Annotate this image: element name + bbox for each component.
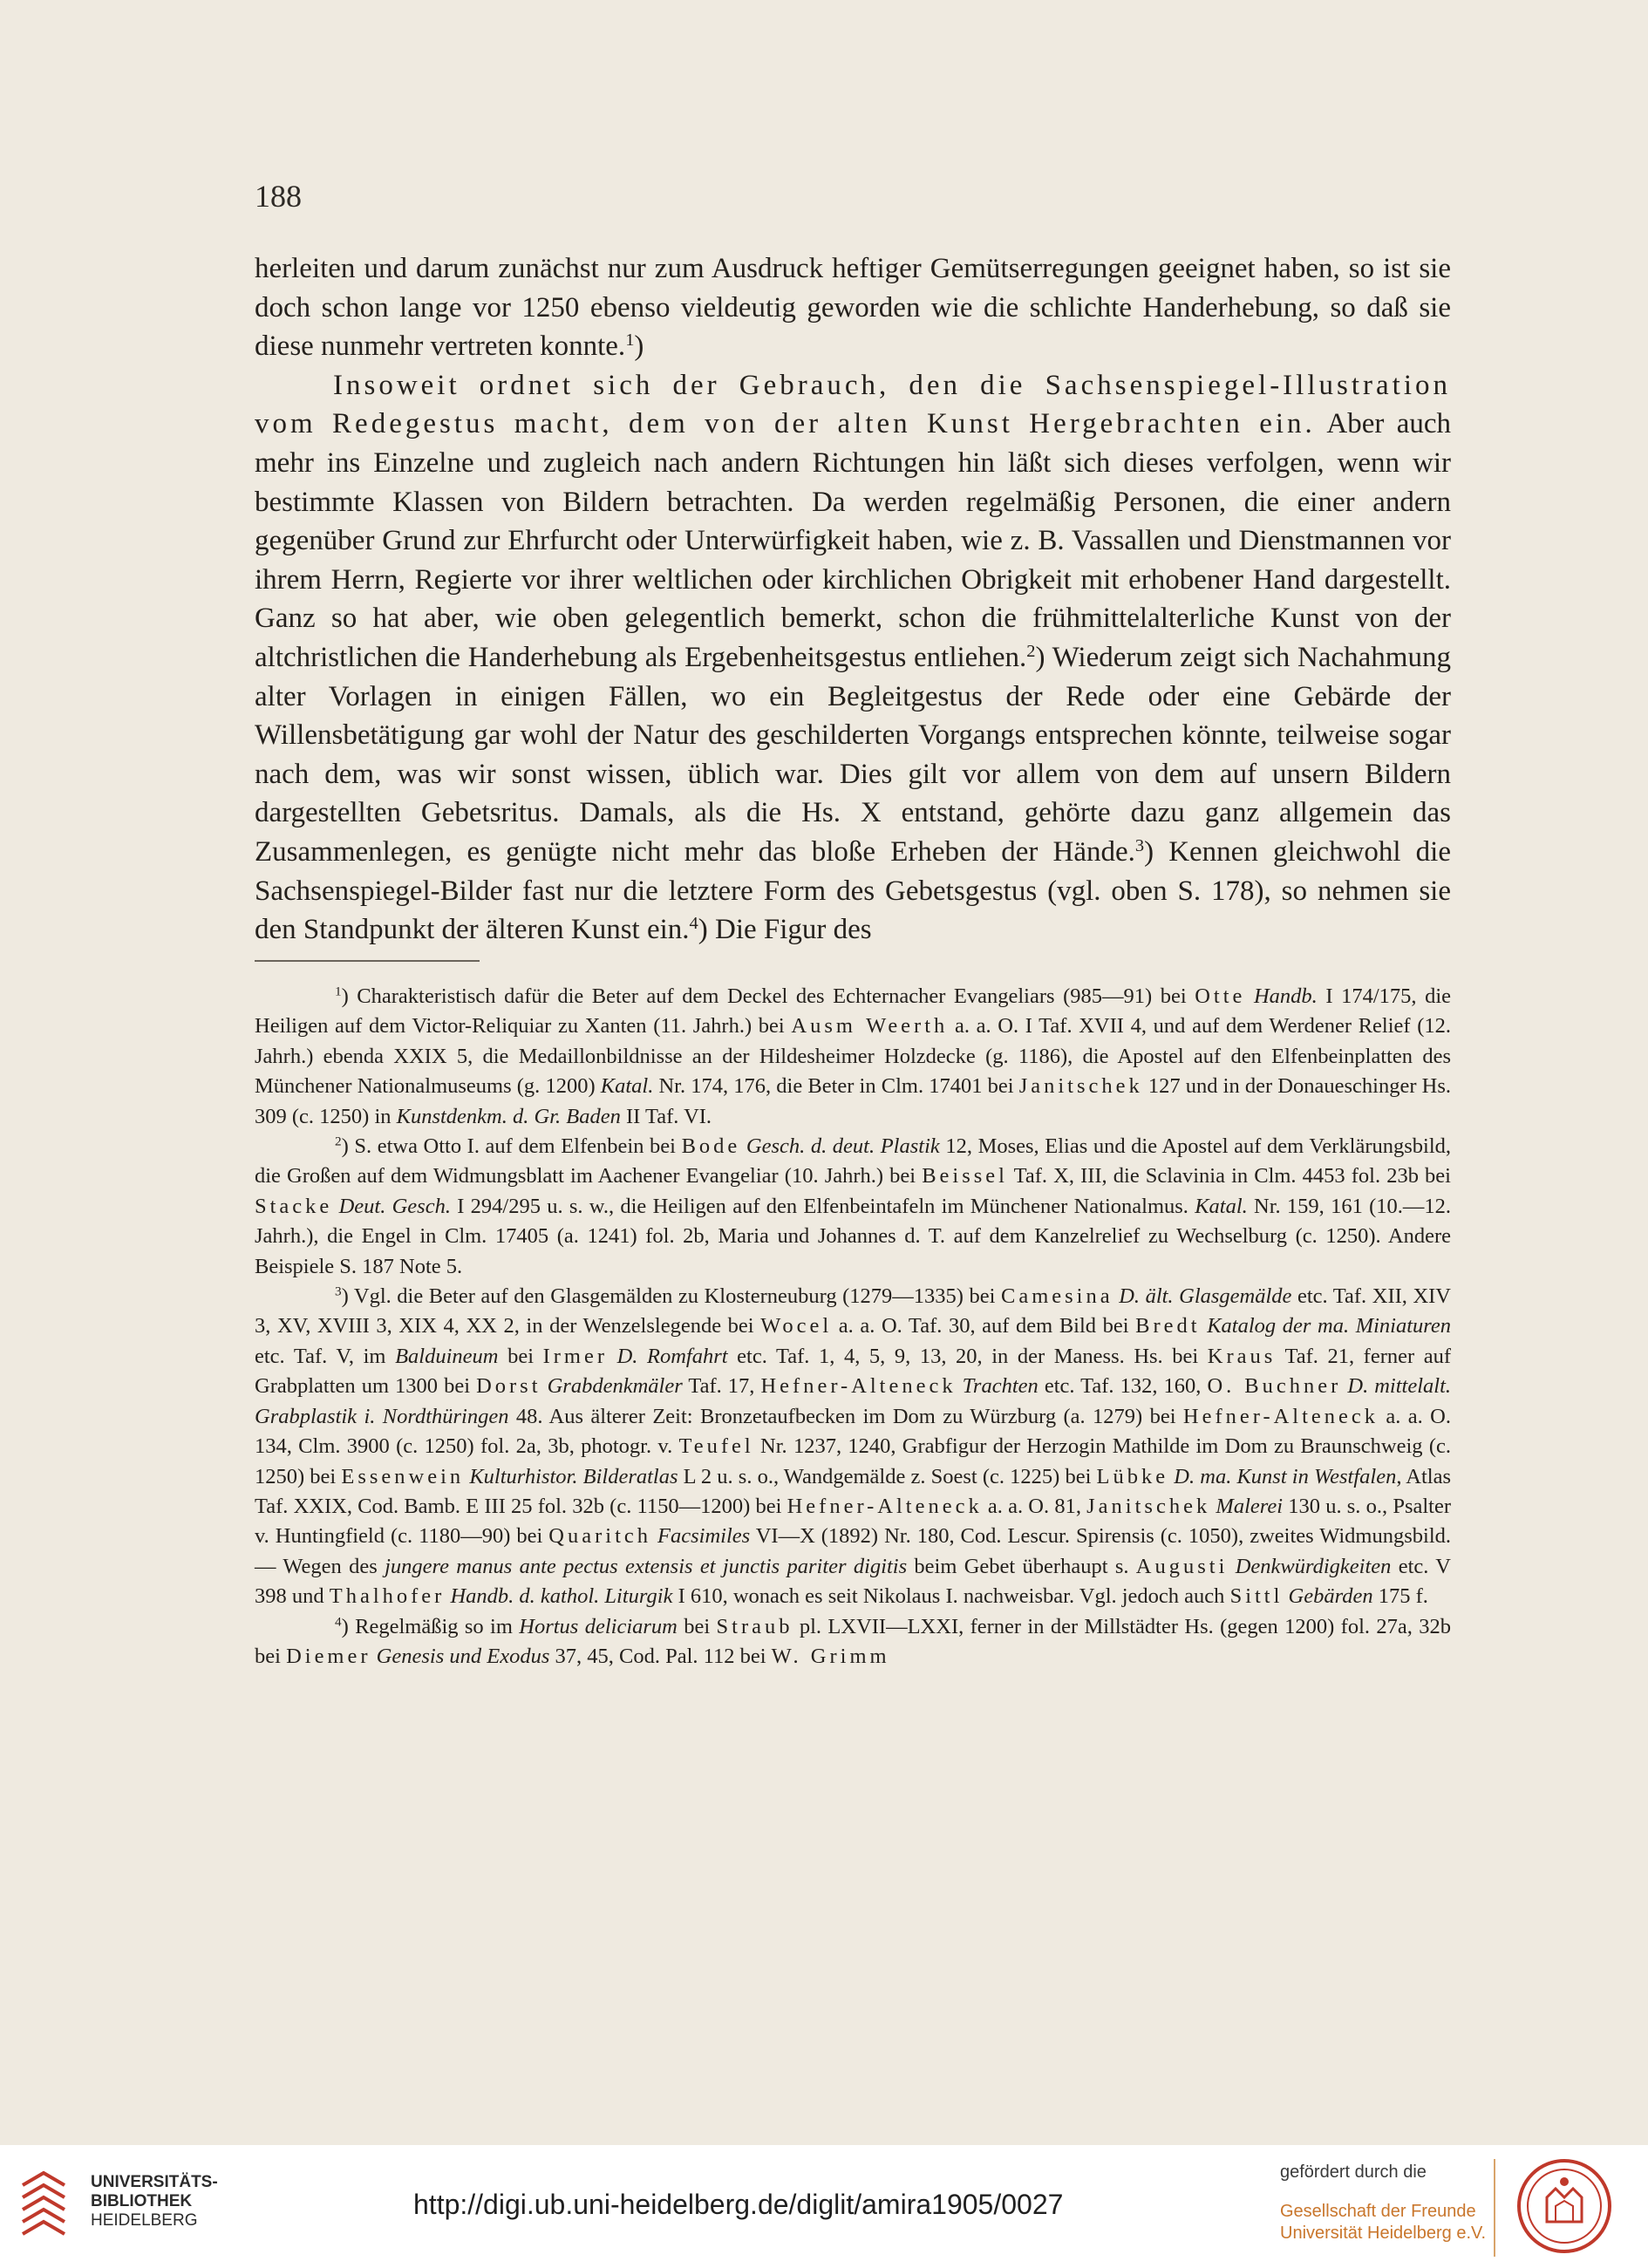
page-number: 188 bbox=[255, 179, 302, 214]
footnote-ref: 2 bbox=[1026, 641, 1036, 661]
footnote-ref: 3 bbox=[1134, 835, 1145, 855]
spaced-text: Insoweit ordnet sich der Gebrauch, den die Sachsenspiegel-Illustration vom Redegestus macht, dem von der alten Kunst Hergebrachten ein. bbox=[255, 369, 1451, 440]
footnote-4: $^4$) Regelmäßig so im Hortus deliciarum bei Straub pl. LXVII—LXXI, ferner in der Millstädter Hs. (gegen 1200) fol. 27a, 32b bei Diemer Genesis und Exodus 37, 45, Cod. Pal. 112 bei W. Grimm bbox=[255, 1614, 1451, 1668]
main-text bbox=[255, 249, 1451, 950]
footnote-1: $^1$) Charakteristisch dafür die Beter auf dem Deckel des Echternacher Evangeliars (985—91) bei Otte Handb. I 174/175, die Heiligen auf dem Victor-Reliquiar zu Xanten (11. Jahrh.) bei Ausm Weerth a. a. O. I Taf. XVII 4, und auf dem Werdener Relief (12. Jahrh.) ebenda XXIX 5, die Medaillonbildnisse an der Hildesheimer Holzdecke (g. 1186), die Apostel auf den Elfenbeinplatten des Münchener Nationalmuseums (g. 1200) Katal. Nr. 174, 176, die Beter in Clm. 17401 bei Janitschek 127 und in der Donaueschinger Hs. 309 (c. 1250) in Kunstdenkm. d. Gr. Baden II Taf. VI. bbox=[255, 984, 1452, 1128]
sponsor-label: gefördert durch die bbox=[1280, 2162, 1427, 2182]
permalink-url[interactable]: http://digi.ub.uni-heidelberg.de/diglit/amira1905/0027 bbox=[413, 2189, 1064, 2220]
university-seal-icon bbox=[1515, 2157, 1613, 2255]
paragraph: Insoweit ordnet sich der Gebrauch, den die Sachsenspiegel-Illustration vom Redegestus macht, dem von der alten Kunst Hergebrachten ein. Aber auch mehr ins Einzelne und zugleich nach andern Richtungen hin läßt sich dieses verfolgen, wenn wir bestimmte Klassen von Bildern betrachten. Da werden regelmäßig Personen, die einer andern gegenüber Grund zur Ehrfurcht oder Unterwürfigkeit haben, wie z. B. Vassallen und Dienstmannen vor ihrem Herrn, Regierte vor ihrer weltlichen oder kirchlichen Obrigkeit mit erhobener Hand dargestellt. Ganz so hat aber, wie oben gelegentlich bemerkt, schon die frühmittelalterliche Kunst von der altchristlichen die Handerhebung als Ergebenheitsgestus entliehen.$^2$) Wiederum zeigt sich Nachahmung alter Vorlagen in einigen Fällen, wo ein Begleitgestus der Rede oder eine Gebärde der Willensbetätigung gar wohl der Natur des geschilderten Vorgangs entsprechen könnte, teilweise sogar nach dem, was wir sonst wissen, üblich war. Dies gilt vor allem von dem auf unsern Bildern dargestellten Gebetsritus. Damals, als die Hs. X entstand, gehörte dazu ganz allgemein das Zusammenlegen, es genügte nicht mehr das bloße Erheben der Hände.$^3$) Kennen gleichwohl die Sachsenspiegel-Bilder fast nur die letztere Form des Gebetsgestus (vgl. oben S. 178), so nehmen sie den Standpunkt der älteren Kunst ein.$^4$) Die Figur des bbox=[255, 369, 1451, 946]
footer-divider bbox=[1494, 2159, 1495, 2257]
footnotes bbox=[255, 982, 1451, 1672]
footnote-ref: 4 bbox=[689, 913, 698, 933]
footnote-divider bbox=[255, 960, 480, 962]
viewer-footer bbox=[0, 2145, 1648, 2268]
paragraph: herleiten und darum zunächst nur zum Ausdruck heftiger Gemütserregungen geeignet haben, so ist sie doch schon lange vor 1250 ebenso vieldeutig geworden wie die schlichte Handerhebung, so daß sie diese nunmehr vertreten konnte.$^1$) bbox=[255, 253, 1451, 363]
sponsor-name[interactable]: Gesellschaft der Freunde Universität Heidelberg e.V. bbox=[1280, 2202, 1487, 2243]
footnote-2: $^2$) S. etwa Otto I. auf dem Elfenbein bei Bode Gesch. d. deut. Plastik 12, Moses, Elias und die Apostel auf dem Verklärungsbild, die Großen auf dem Widmungsblatt im Aachener Evangeliar (10. Jahrh.) bei Beissel Taf. X, III, die Sclavinia in Clm. 4453 fol. 23b bei Stacke Deut. Gesch. I 294/295 u. s. w., die Heiligen auf den Elfenbeintafeln im Münchener Nationalmus. Katal. Nr. 159, 161 (10.—12. Jahrh.), die Engel in Clm. 17405 (a. 1241) fol. 2b, Maria und Johannes d. T. auf dem Kanzelrelief zu Wechselburg (c. 1250). Andere Beispiele S. 187 Note 5. bbox=[255, 1134, 1451, 1278]
footnote-3: $^3$) Vgl. die Beter auf den Glasgemälden zu Klosterneuburg (1279—1335) bei Camesina D. ält. Glasgemälde etc. Taf. XII, XIV 3, XV, XVIII 3, XIX 4, XX 2, in der Wenzelslegende bei Wocel a. a. O. Taf. 30, auf dem Bild bei Bredt Katalog der ma. Miniaturen etc. Taf. V, im Balduineum bei Irmer D. Romfahrt etc. Taf. 1, 4, 5, 9, 13, 20, in der Maness. Hs. bei Kraus Taf. 21, ferner auf Grabplatten um 1300 bei Dorst Grabdenkmäler Taf. 17, Hefner-Alteneck Trachten etc. Taf. 132, 160, O. Buchner D. mittelalt. Grabplastik i. Nordthüringen 48. Aus älterer Zeit: Bronzetaufbecken im Dom zu Würzburg (a. 1279) bei Hefner-Alteneck a. a. O. 134, Clm. 3900 (c. 1250) fol. 2a, 3b, photogr. v. Teufel Nr. 1237, 1240, Grabfigur der Herzogin Mathilde im Dom zu Braunschweig (c. 1250) bei Essenwein Kulturhistor. Bilderatlas L 2 u. s. o., Wandgemälde z. Soest (c. 1225) bei Lübke D. ma. Kunst in Westfalen, Atlas Taf. XXIX, Cod. Bamb. E III 25 fol. 32b (c. 1150—1200) bei Hefner-Alteneck a. a. O. 81, Janitschek Malerei 130 u. s. o., Psalter v. Huntingfield (c. 1180—90) bei Quaritch Facsimiles VI—X (1892) Nr. 180, Cod. Lescur. Spirensis (c. 1050), zweites Widmungsbild. — Wegen des jungere manus ante pectus extensis et junctis pariter digitis beim Gebet überhaupt s. Augusti Denkwürdigkeiten etc. V 398 und Thalhofer Handb. d. kathol. Liturgik I 610, wonach es seit Nikolaus I. nachweisbar. Vgl. jedoch auch Sittl Gebärden 175 f. bbox=[255, 1284, 1452, 1609]
library-name: UNIVERSITÄTS- BIBLIOTHEK HEIDELBERG bbox=[91, 2173, 218, 2230]
library-logo-icon bbox=[17, 2168, 70, 2244]
footnote-ref: 1 bbox=[625, 330, 635, 350]
